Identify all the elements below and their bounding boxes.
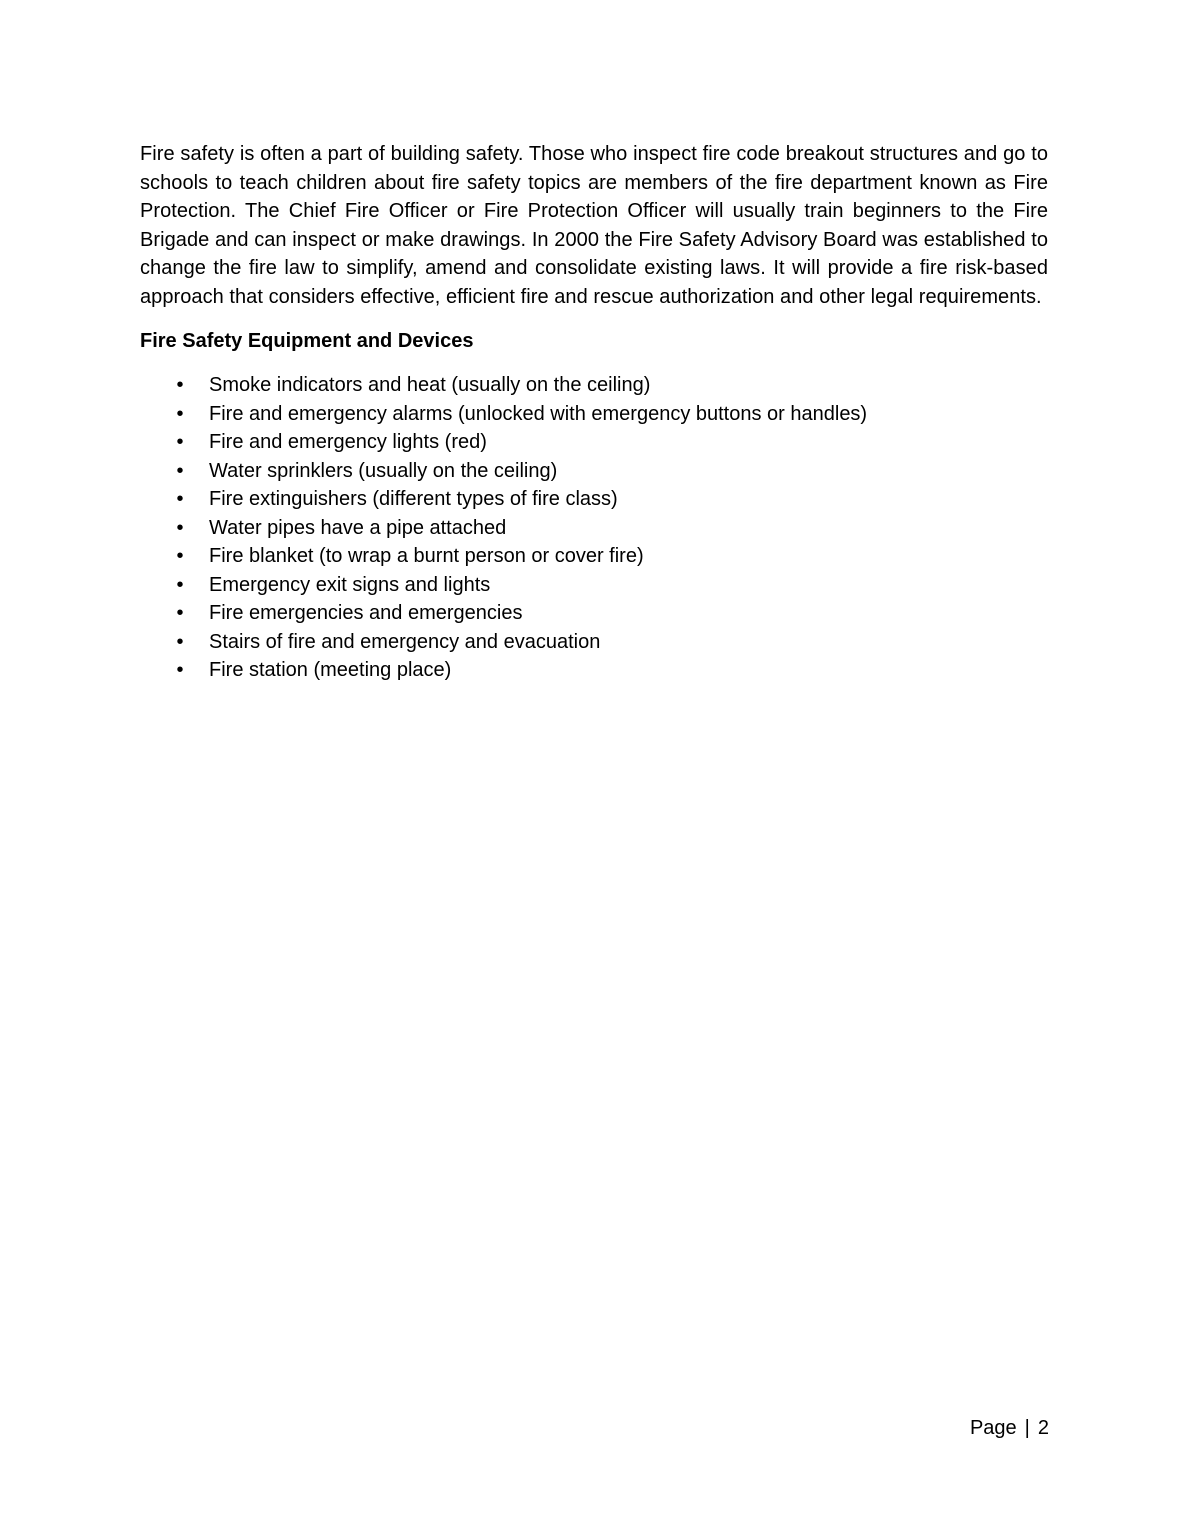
bullet-icon: • — [176, 459, 184, 482]
bullet-icon: • — [176, 573, 184, 596]
bullet-icon: • — [176, 488, 184, 511]
bullet-icon: • — [176, 630, 184, 653]
bullet-icon: • — [176, 431, 184, 454]
list-item — [140, 656, 1048, 685]
equipment-list — [140, 371, 1048, 685]
list-item-text: Emergency exit signs and lights — [209, 573, 491, 596]
page-separator: | — [1024, 1417, 1030, 1439]
list-item — [140, 485, 1048, 514]
bullet-icon: • — [176, 602, 184, 625]
section-heading: Fire Safety Equipment and Devices — [140, 329, 474, 352]
list-item — [140, 457, 1048, 486]
page-label: Page — [969, 1417, 1017, 1439]
list-item-text: Fire and emergency lights (red) — [209, 431, 487, 454]
bullet-icon: • — [176, 374, 184, 397]
list-item-text: Water sprinklers (usually on the ceiling) — [209, 459, 558, 482]
list-item-text: Water pipes have a pipe attached — [209, 516, 507, 539]
list-item — [140, 428, 1048, 457]
page-body — [140, 140, 1048, 685]
list-item — [140, 599, 1048, 628]
list-item — [140, 400, 1048, 429]
bullet-icon: • — [176, 402, 184, 425]
page-footer — [970, 1414, 1049, 1442]
list-item-text: Stairs of fire and emergency and evacuation — [209, 630, 601, 653]
list-item — [140, 571, 1048, 600]
list-item — [140, 514, 1048, 543]
list-item-text: Fire station (meeting place) — [209, 659, 452, 682]
intro-paragraph: Fire safety is often a part of building safety. Those who inspect fire code breakout structures and go to schools to teach children about fire safety topics are members of the fire department known as Fire Protection. The Chief Fire Officer or Fire Protection Officer will usually train beginners to the Fire Brigade and can inspect or make drawings. In 2000 the Fire Safety Advisory Board was established to change the fire law to simplify, amend and consolidate existing laws. It will provide a fire risk-based approach that considers effective, efficient fire and rescue authorization and other legal requirements. — [140, 143, 1048, 308]
bullet-icon: • — [176, 516, 184, 539]
bullet-icon: • — [176, 545, 184, 568]
bullet-icon: • — [176, 659, 184, 682]
page-number: 2 — [1037, 1417, 1049, 1439]
list-item-text: Fire extinguishers (different types of fire class) — [209, 488, 618, 511]
list-item — [140, 542, 1048, 571]
list-item-text: Fire blanket (to wrap a burnt person or cover fire) — [209, 545, 644, 568]
list-item-text: Fire emergencies and emergencies — [209, 602, 523, 625]
list-item-text: Fire and emergency alarms (unlocked with emergency buttons or handles) — [209, 402, 868, 425]
list-item-text: Smoke indicators and heat (usually on the ceiling) — [209, 374, 651, 397]
list-item — [140, 371, 1048, 400]
list-item — [140, 628, 1048, 657]
